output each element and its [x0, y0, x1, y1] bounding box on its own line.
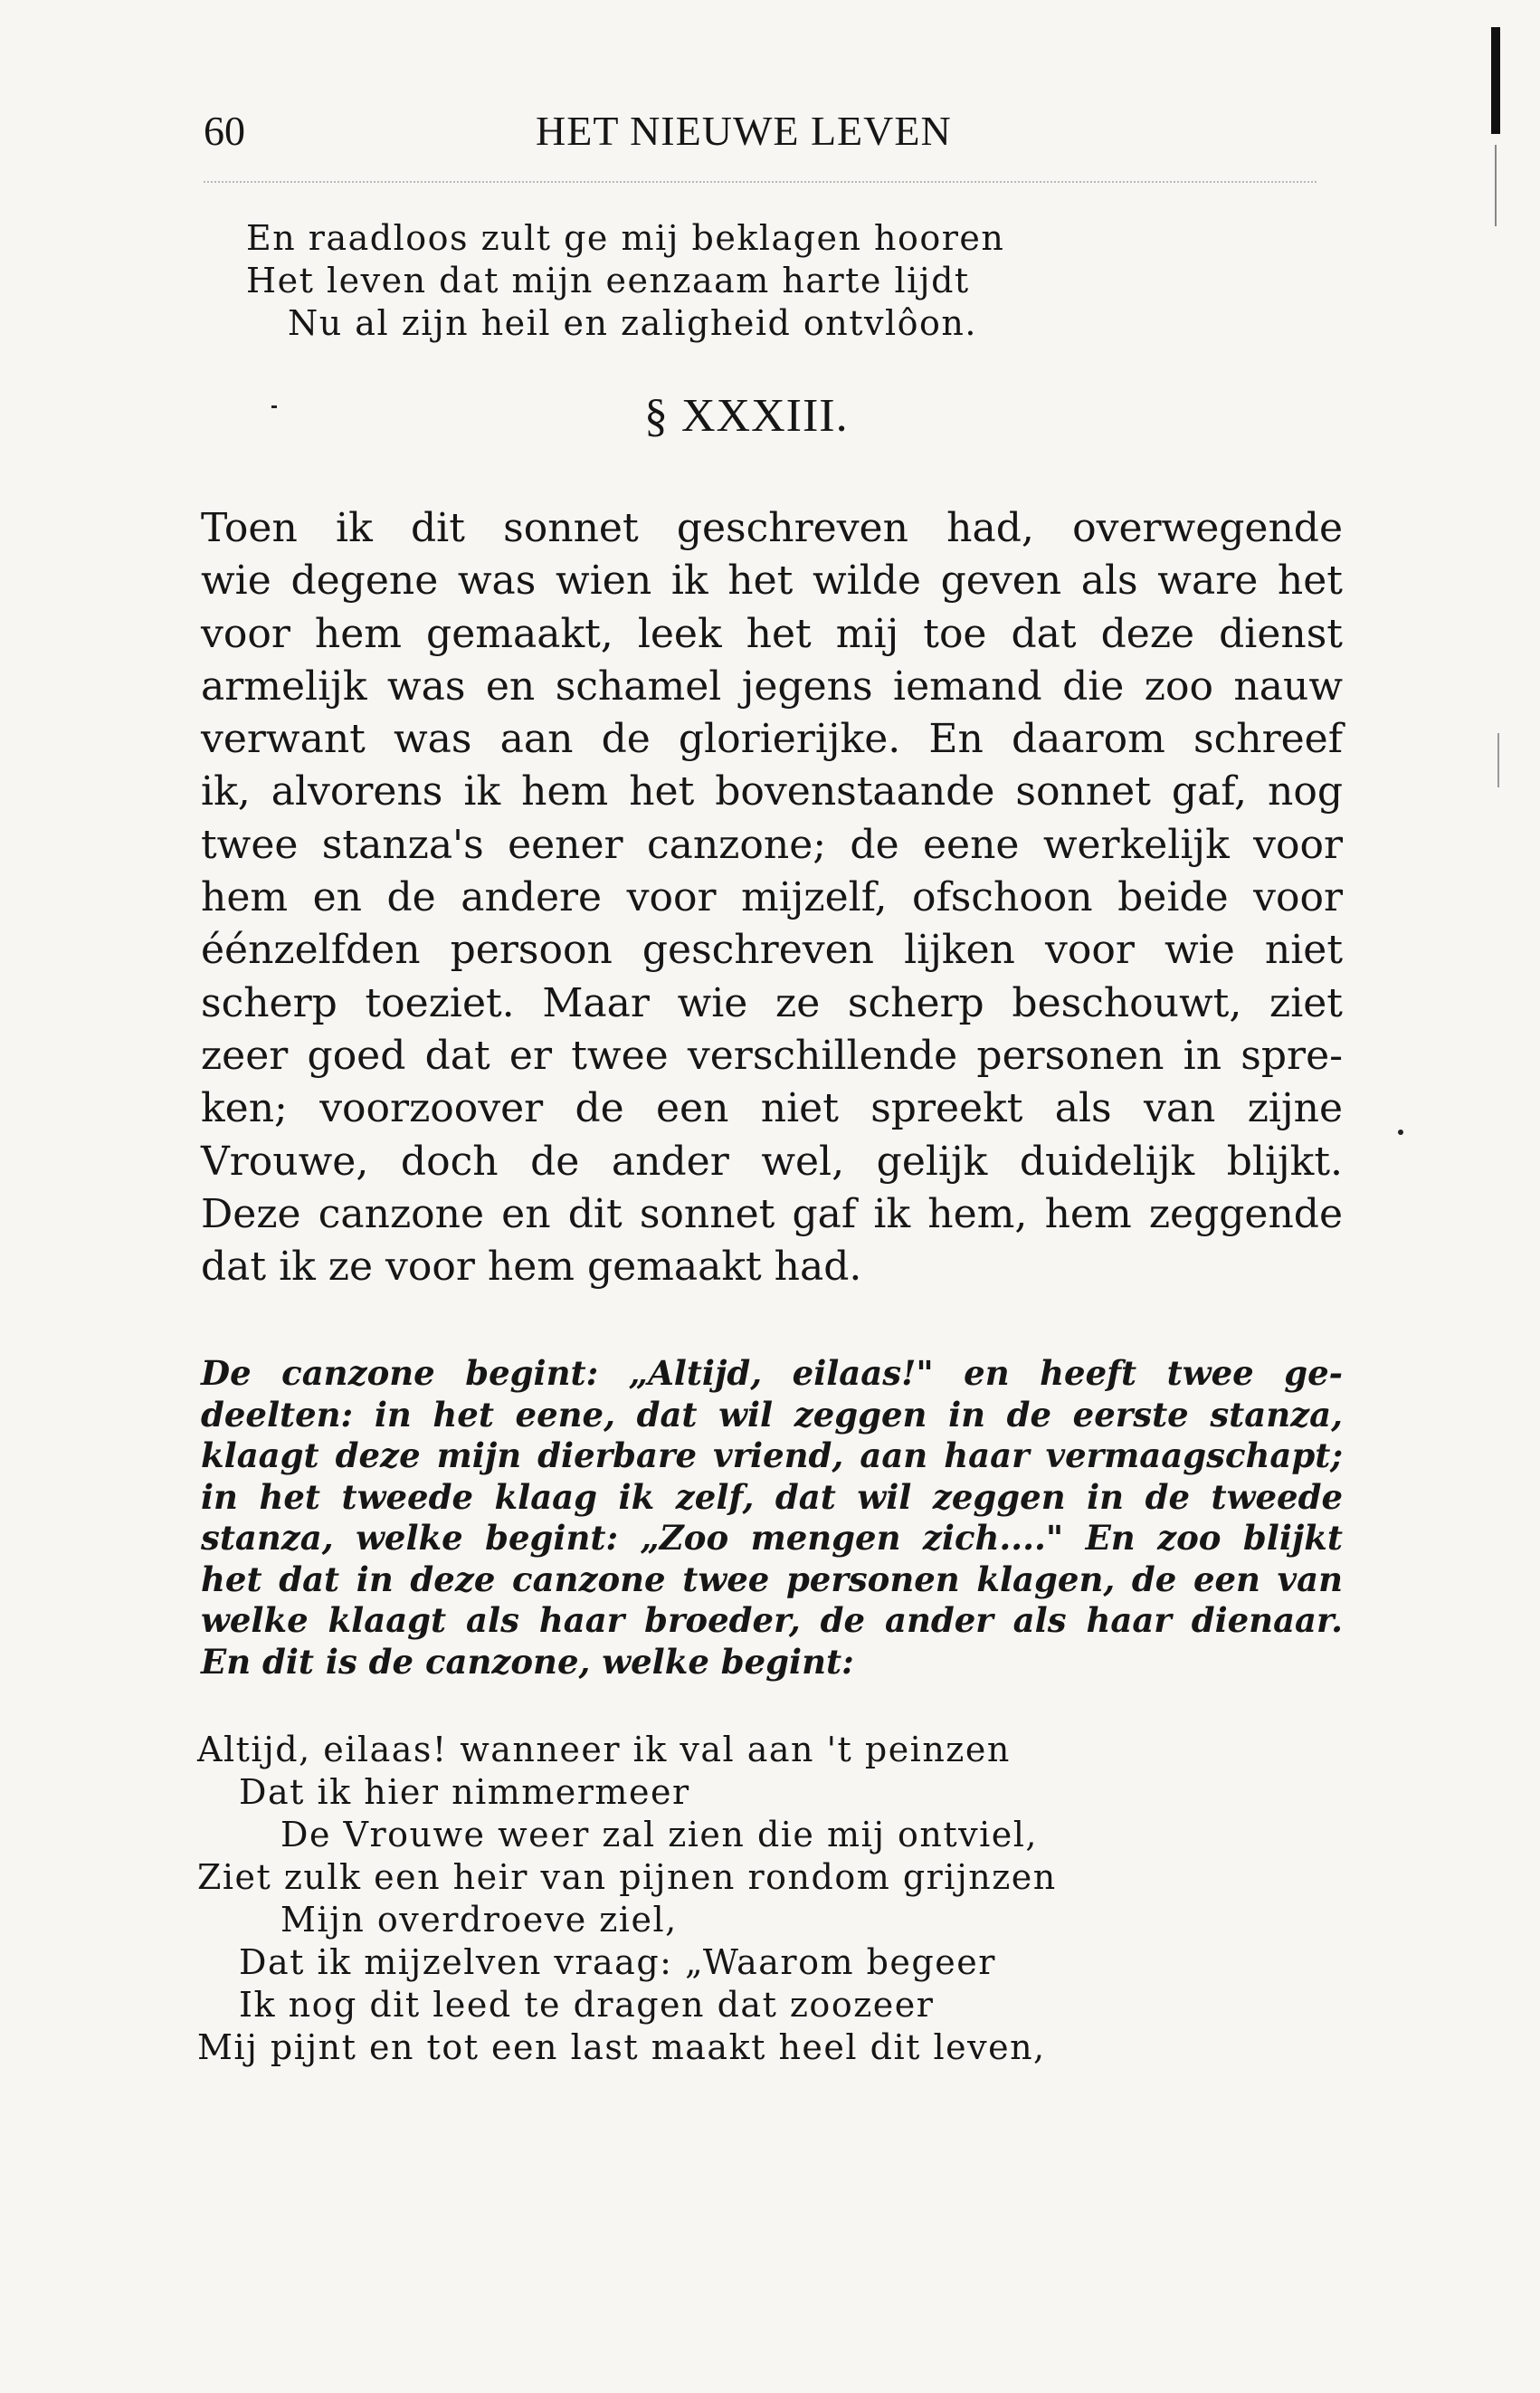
verse-line: Ziet zulk een heir van pijnen rondom grijnzen [197, 1857, 1057, 1897]
verse-line: Dat ik hier nimmermeer [239, 1772, 690, 1812]
prose-line: twee stanza's eener canzone; de eene werkelijk voor [201, 821, 1343, 868]
prose-line: Deze canzone en dit sonnet gaf ik hem, hem zeggende [201, 1190, 1343, 1237]
prose-line: wie degene was wien ik het wilde geven als ware het [201, 558, 1343, 605]
scan-edge-mark [1495, 145, 1497, 226]
prose-paragraph [201, 502, 1343, 1293]
scan-speck [271, 405, 277, 408]
prose-line: éénzelfden persoon geschreven lijken voor wie niet [201, 927, 1343, 974]
commentary-paragraph [201, 1353, 1343, 1683]
prose-line: verwant was aan de glorierijke. En daarom schreef [201, 716, 1343, 763]
verse-bottom [197, 1729, 1057, 2069]
commentary-line: De canzone begint: „Altijd, eilaas!" en heeft twee ge- [201, 1353, 1343, 1393]
prose-line: voor hem gemaakt, leek het mij toe dat deze dienst [201, 610, 1343, 657]
page-number: 60 [204, 108, 245, 154]
commentary-line: deelten: in het eene, dat wil zeggen in de eerste stanza, [201, 1394, 1343, 1435]
verse-line: Mij pijnt en tot een last maakt heel dit leven, [197, 2027, 1046, 2067]
prose-line: ik, alvorens ik hem het bovenstaande sonnet gaf, nog [201, 768, 1343, 815]
prose-line: ken; voorzoover de een niet spreekt als van zijne [201, 1085, 1343, 1132]
verse-top [246, 217, 1004, 345]
verse-line: Nu al zijn heil en zaligheid ontvlôon. [288, 303, 977, 343]
prose-line: Vrouwe, doch de ander wel, gelijk duidelijk blijkt. [201, 1138, 1343, 1185]
commentary-line: het dat in deze canzone twee personen klagen, de een van [201, 1559, 1343, 1599]
verse-line: En raadloos zult ge mij beklagen hooren [246, 218, 1005, 258]
verse-line: Altijd, eilaas! wanneer ik val aan 't peinzen [197, 1730, 1011, 1769]
verse-line: Ik nog dit leed te dragen dat zoozeer [239, 1985, 935, 2025]
prose-line: dat ik ze voor hem gemaakt had. [201, 1244, 862, 1291]
prose-line: armelijk was en schamel jegens iemand die zoo nauw [201, 663, 1343, 710]
commentary-line: stanza, welke begint: „Zoo mengen zich...." En zoo blijkt [201, 1518, 1343, 1558]
section-heading: § XXXIII. [644, 390, 849, 442]
commentary-line: welke klaagt als haar broeder, de ander als haar dienaar. [201, 1600, 1343, 1640]
running-title: HET NIEUWE LEVEN [536, 108, 952, 154]
verse-line: Dat ik mijzelven vraag: „Waarom begeer [239, 1942, 996, 1982]
verse-line: Het leven dat mijn eenzaam harte lijdt [246, 261, 970, 300]
verse-line: Mijn overdroeve ziel, [280, 1900, 678, 1940]
scan-speck [1398, 1130, 1403, 1135]
running-header [0, 107, 1540, 170]
commentary-line: En dit is de canzone, welke begint: [201, 1641, 854, 1682]
prose-line: zeer goed dat er twee verschillende personen in spre- [201, 1032, 1343, 1079]
scan-edge-mark [1491, 27, 1500, 134]
prose-line: scherp toeziet. Maar wie ze scherp beschouwt, ziet [201, 979, 1343, 1026]
scan-edge-mark [1497, 733, 1499, 787]
prose-line: hem en de andere voor mijzelf, ofschoon beide voor [201, 874, 1343, 921]
commentary-line: klaagt deze mijn dierbare vriend, aan haar vermaagschapt; [201, 1435, 1343, 1475]
header-rule [204, 181, 1317, 183]
verse-line: De Vrouwe weer zal zien die mij ontviel, [280, 1815, 1039, 1854]
prose-line: Toen ik dit sonnet geschreven had, overwegende [201, 505, 1343, 551]
commentary-line: in het tweede klaag ik zelf, dat wil zeggen in de tweede [201, 1476, 1343, 1517]
